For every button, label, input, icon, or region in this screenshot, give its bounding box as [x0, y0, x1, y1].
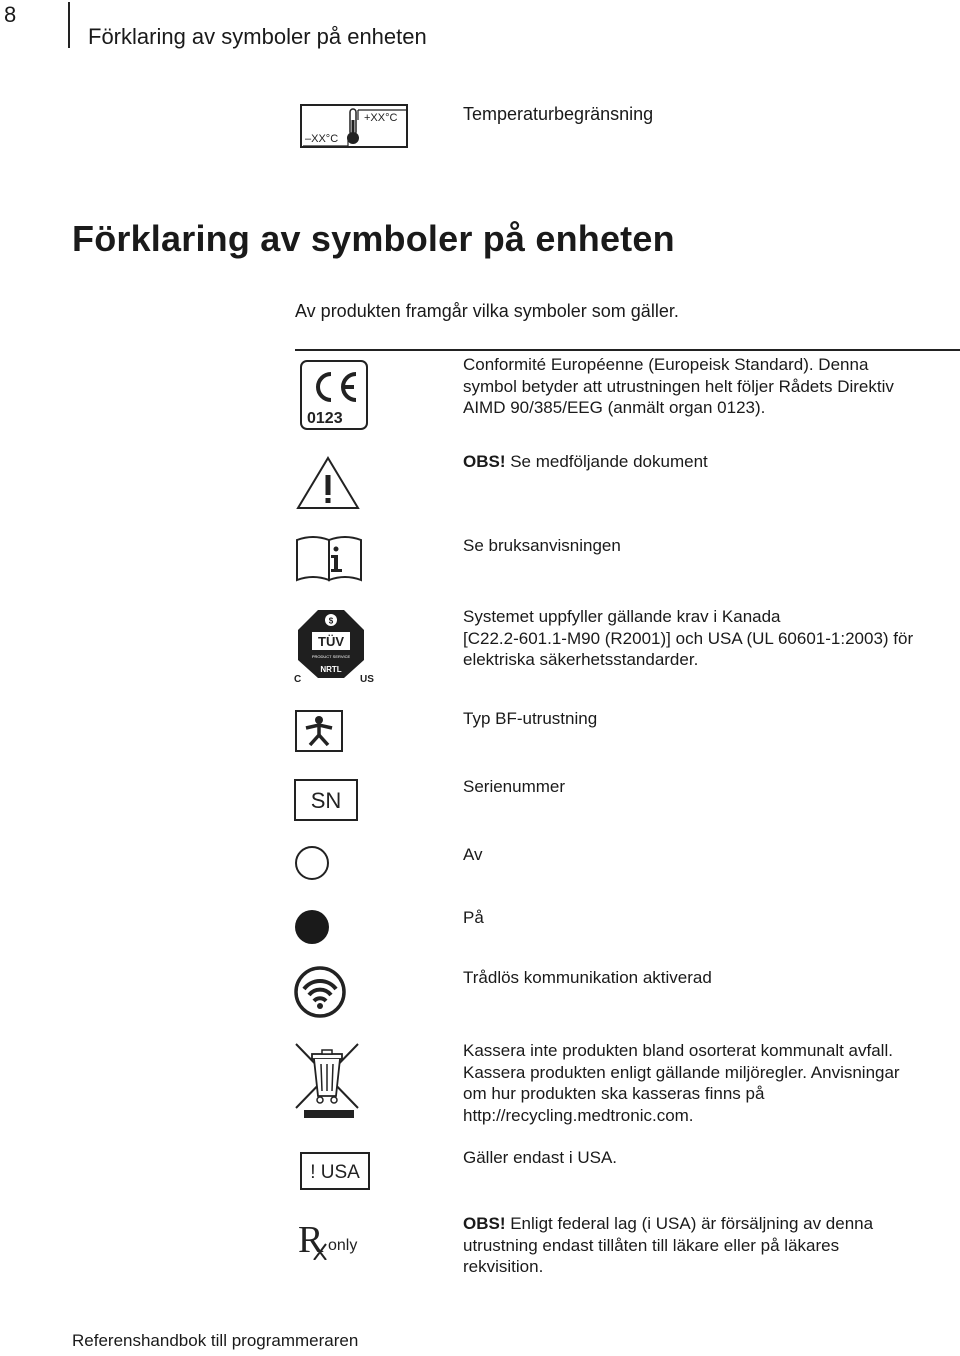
temperature-label: Temperaturbegränsning — [463, 104, 654, 124]
instructions-description: Se bruksanvisningen — [463, 536, 621, 555]
svg-text:NRTL: NRTL — [320, 665, 342, 674]
temperature-low-label: –XX°C — [305, 133, 339, 145]
tuv-certification-icon — [292, 608, 376, 689]
page-footer: Referenshandbok till programmeraren — [72, 1331, 359, 1350]
tuv-description: Systemet uppfyller gällande krav i Kanada [C22.2-601.1-M90 (R2001)] och USA (UL 60601-1:2003) för elektriska säkerhetsstandarder. — [463, 607, 914, 669]
rx-only-icon — [298, 1218, 370, 1265]
serial-number-mark: SN — [310, 788, 342, 813]
type-bf-icon — [295, 710, 343, 757]
svg-text:R: R — [298, 1219, 324, 1260]
usa-only-mark: ! USA — [310, 1162, 360, 1183]
wireless-description: Trådlös kommunikation aktiverad — [463, 968, 712, 987]
power-on-icon — [294, 909, 330, 950]
svg-text:$: $ — [328, 616, 334, 626]
section-intro: Av produkten framgår vilka symboler som gäller. — [295, 301, 679, 321]
svg-text:US: US — [360, 674, 374, 684]
page-number: 8 — [4, 2, 17, 27]
weee-bin-icon — [294, 1042, 362, 1127]
running-header: Förklaring av symboler på enheten — [88, 24, 427, 49]
svg-text:C: C — [294, 674, 302, 684]
temperature-limit-icon — [300, 104, 408, 153]
usa-only-description: Gäller endast i USA. — [463, 1148, 618, 1167]
serial-number-description: Serienummer — [463, 777, 566, 796]
warning-description: OBS! Se medföljande dokument — [463, 452, 708, 471]
power-off-icon — [294, 845, 330, 886]
warning-triangle-icon — [295, 455, 361, 516]
section-title: Förklaring av symboler på enheten — [72, 218, 675, 259]
temperature-high-label: +XX°C — [364, 112, 398, 124]
serial-number-icon — [294, 779, 358, 826]
ce-mark-description: Conformité Européenne (Europeisk Standard). Denna symbol betyder att utrustningen helt följer Rådets Direktiv AIMD 90/385/EEG (anmält organ 0123). — [463, 355, 894, 417]
svg-text:PRODUCT SERVICE: PRODUCT SERVICE — [311, 654, 351, 659]
weee-description: Kassera inte produkten bland osorterat kommunalt avfall. Kassera produkten enligt gällande miljöregler. Anvisningar om hur produkten ska kasseras finns på http://recycling.medtronic.com. — [463, 1041, 900, 1125]
usa-only-icon — [300, 1152, 370, 1195]
wireless-icon — [294, 966, 346, 1023]
rx-only-description: OBS! Enligt federal lag (i USA) är försäljning av denna utrustning endast tillåten till läkare eller på läkares rekvisition. — [463, 1214, 874, 1276]
notified-body-number: 0123 — [307, 410, 343, 427]
power-off-description: Av — [463, 845, 483, 864]
instructions-book-icon — [295, 534, 363, 587]
table-top-rule — [295, 349, 960, 351]
type-bf-description: Typ BF-utrustning — [463, 709, 598, 728]
svg-text:TÜV: TÜV — [318, 634, 344, 649]
rx-only-mark: only — [328, 1237, 358, 1254]
power-on-description: På — [463, 908, 484, 927]
ce-mark-icon — [300, 360, 368, 435]
header-divider — [68, 2, 70, 48]
